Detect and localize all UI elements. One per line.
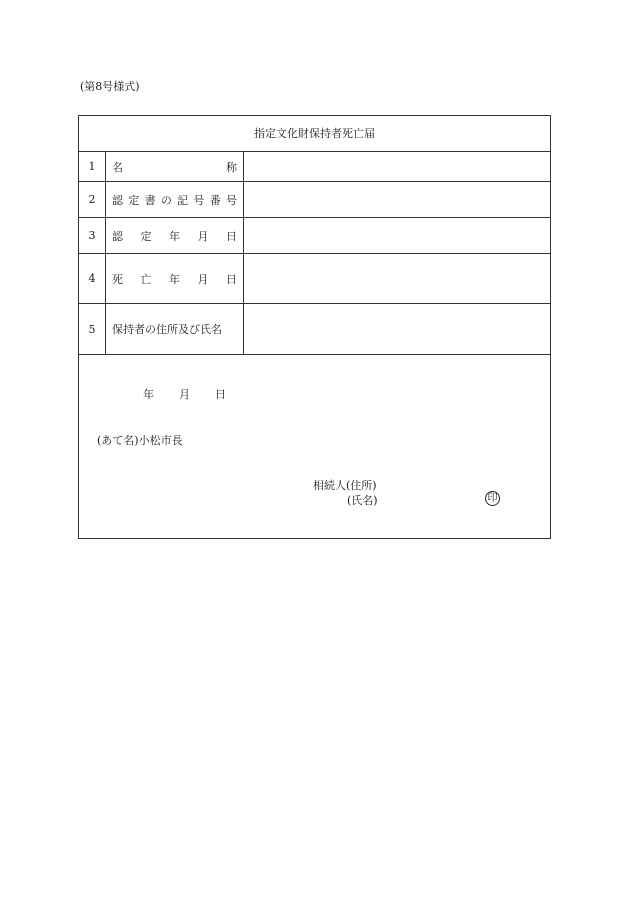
label-char: 月 xyxy=(197,229,209,243)
name-value-field[interactable] xyxy=(244,152,550,181)
row-number: 4 xyxy=(79,254,106,303)
label-char: 番 xyxy=(209,193,221,207)
death-date-value-field[interactable] xyxy=(244,254,550,303)
label-char: 死 xyxy=(112,272,123,286)
label-char: 号 xyxy=(193,193,205,207)
form-number: (第8号様式) xyxy=(80,80,140,93)
label-char: 称 xyxy=(226,160,237,174)
row-certificate-number xyxy=(79,182,550,218)
date-day: 日 xyxy=(215,388,226,401)
row-number: 1 xyxy=(79,152,106,181)
addressee: (あて名)小松市長 xyxy=(97,434,183,447)
row-certification-date xyxy=(79,218,550,254)
holder-address-name-value-field[interactable] xyxy=(244,304,550,354)
label-char: 号 xyxy=(225,193,237,207)
label-char: の xyxy=(160,193,172,207)
label-char: 定 xyxy=(140,229,152,243)
row-name xyxy=(79,152,550,182)
label-char: 日 xyxy=(226,229,237,243)
label-char: 認 xyxy=(112,193,123,207)
row-holder-address-name xyxy=(79,304,550,355)
label-char: 年 xyxy=(169,229,180,243)
row-label xyxy=(106,152,244,181)
certification-date-value-field[interactable] xyxy=(244,218,550,253)
row-label xyxy=(106,254,244,303)
label-text: 保持者の住所及び氏名 xyxy=(112,323,222,336)
row-number: 3 xyxy=(79,218,106,253)
row-number: 5 xyxy=(79,304,106,354)
label-char: 記 xyxy=(177,193,189,207)
row-label xyxy=(106,182,244,217)
date-month: 月 xyxy=(179,388,190,401)
seal-mark: 印 xyxy=(485,491,500,506)
certificate-number-value-field[interactable] xyxy=(244,182,550,217)
heir-name-label: (氏名) xyxy=(347,494,378,507)
heir-address-label: 相続人(住所) xyxy=(313,479,377,492)
row-label xyxy=(106,304,244,354)
date-year: 年 xyxy=(143,388,154,401)
row-death-date xyxy=(79,254,550,304)
row-label xyxy=(106,218,244,253)
label-char: 書 xyxy=(144,193,156,207)
label-char: 認 xyxy=(112,229,123,243)
row-number: 2 xyxy=(79,182,106,217)
label-char: 月 xyxy=(197,272,209,286)
form-title: 指定文化財保持者死亡届 xyxy=(79,116,550,152)
submission-date xyxy=(143,386,226,402)
label-char: 亡 xyxy=(140,272,152,286)
label-char: 年 xyxy=(169,272,180,286)
label-char: 日 xyxy=(226,272,237,286)
notification-form xyxy=(78,115,551,539)
label-char: 定 xyxy=(128,193,140,207)
label-char: 名 xyxy=(112,160,123,174)
